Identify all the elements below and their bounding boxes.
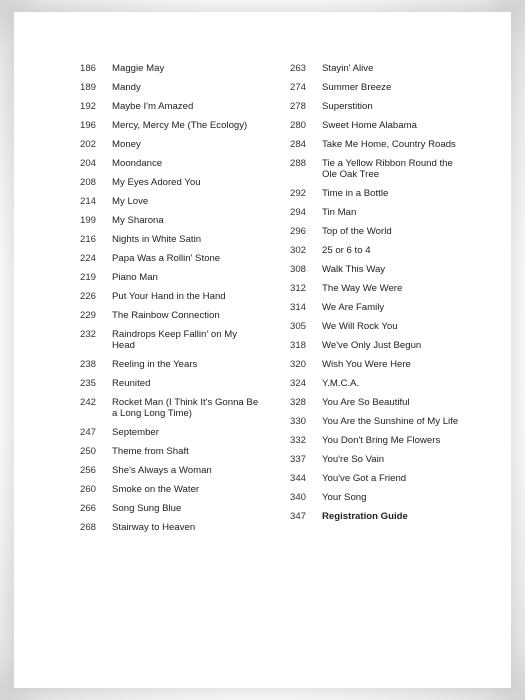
page-number: 280 xyxy=(289,120,306,131)
page-number: 302 xyxy=(289,245,306,256)
page-number: 288 xyxy=(289,158,306,169)
page-number: 250 xyxy=(79,446,96,457)
contents-entry xyxy=(270,245,470,256)
contents-entry xyxy=(270,63,470,74)
contents-entry xyxy=(270,473,470,484)
contents-entry xyxy=(60,177,260,188)
song-title: My Love xyxy=(112,196,149,207)
contents-entry xyxy=(270,158,470,180)
page-number: 208 xyxy=(79,177,96,188)
contents-entry xyxy=(60,378,260,389)
contents-entry xyxy=(270,359,470,370)
contents-entry xyxy=(60,310,260,321)
contents-entry xyxy=(270,511,470,522)
song-title: Nights in White Satin xyxy=(112,234,202,245)
contents-entry xyxy=(270,82,470,93)
contents-entry xyxy=(270,101,470,112)
contents-page xyxy=(14,12,511,688)
contents-entry xyxy=(270,340,470,351)
song-title: You Are the Sunshine of My Life xyxy=(322,416,459,427)
contents-entry xyxy=(60,234,260,245)
song-title: We Will Rock You xyxy=(322,321,398,332)
song-title: Wish You Were Here xyxy=(322,359,411,370)
contents-entry xyxy=(60,82,260,93)
song-title: The Way We Were xyxy=(322,283,403,294)
page-number: 308 xyxy=(289,264,306,275)
song-title: Reunited xyxy=(112,378,151,389)
page-number: 192 xyxy=(79,101,96,112)
page-number: 186 xyxy=(79,63,96,74)
page-number: 226 xyxy=(79,291,96,302)
contents-entry xyxy=(270,416,470,427)
contents-entry xyxy=(270,139,470,150)
contents-entry xyxy=(60,215,260,226)
page-number: 224 xyxy=(79,253,96,264)
page-number: 320 xyxy=(289,359,306,370)
page-number: 242 xyxy=(79,397,96,408)
page-number: 347 xyxy=(289,511,306,522)
song-title: You Don't Bring Me Flowers xyxy=(322,435,441,446)
song-title: Mercy, Mercy Me (The Ecology) xyxy=(112,120,248,131)
song-title: You Are So Beautiful xyxy=(322,397,410,408)
song-title: Stayin' Alive xyxy=(322,63,374,74)
page-number: 324 xyxy=(289,378,306,389)
contents-entry xyxy=(270,492,470,503)
page-number: 260 xyxy=(79,484,96,495)
song-title: She's Always a Woman xyxy=(112,465,212,476)
page-number: 216 xyxy=(79,234,96,245)
song-title: My Sharona xyxy=(112,215,164,226)
song-title: Papa Was a Rollin' Stone xyxy=(112,253,221,264)
page-number: 340 xyxy=(289,492,306,503)
song-title: Money xyxy=(112,139,141,150)
song-title: We Are Family xyxy=(322,302,385,313)
song-title: Time in a Bottle xyxy=(322,188,389,199)
song-title: We've Only Just Begun xyxy=(322,340,422,351)
song-title: Rocket Man (I Think It's Gonna Be a Long Long Time) xyxy=(112,397,259,419)
page-number: 318 xyxy=(289,340,306,351)
contents-entry xyxy=(60,272,260,283)
song-title: Summer Breeze xyxy=(322,82,392,93)
page-number: 278 xyxy=(289,101,306,112)
page-number: 284 xyxy=(289,139,306,150)
contents-entry xyxy=(60,101,260,112)
page-number: 268 xyxy=(79,522,96,533)
song-title: My Eyes Adored You xyxy=(112,177,201,188)
contents-entry xyxy=(270,302,470,313)
contents-column-left xyxy=(60,63,260,541)
contents-entry xyxy=(270,435,470,446)
page-number: 305 xyxy=(289,321,306,332)
song-title: Song Sung Blue xyxy=(112,503,182,514)
contents-entry xyxy=(60,446,260,457)
contents-entry xyxy=(60,158,260,169)
song-title: Stairway to Heaven xyxy=(112,522,196,533)
contents-entry xyxy=(60,120,260,131)
contents-entry xyxy=(60,329,260,351)
page-number: 196 xyxy=(79,120,96,131)
song-title: Put Your Hand in the Hand xyxy=(112,291,226,302)
song-title: Mandy xyxy=(112,82,141,93)
contents-entry xyxy=(60,196,260,207)
song-title: Take Me Home, Country Roads xyxy=(322,139,456,150)
contents-entry xyxy=(60,139,260,150)
contents-entry xyxy=(270,378,470,389)
page-number: 189 xyxy=(79,82,96,93)
song-title: Tin Man xyxy=(322,207,357,218)
page-number: 256 xyxy=(79,465,96,476)
page-number: 292 xyxy=(289,188,306,199)
page-number: 232 xyxy=(79,329,96,340)
contents-entry xyxy=(60,359,260,370)
song-title: Maybe I'm Amazed xyxy=(112,101,194,112)
song-title: Piano Man xyxy=(112,272,158,283)
song-title: Walk This Way xyxy=(322,264,386,275)
song-title: Smoke on the Water xyxy=(112,484,200,495)
contents-entry xyxy=(60,291,260,302)
page-number: 229 xyxy=(79,310,96,321)
contents-entry xyxy=(270,226,470,237)
song-title: Registration Guide xyxy=(322,511,408,522)
page-number: 314 xyxy=(289,302,306,313)
song-title: Theme from Shaft xyxy=(112,446,189,457)
song-title: The Rainbow Connection xyxy=(112,310,220,321)
song-title: Top of the World xyxy=(322,226,392,237)
contents-entry xyxy=(60,427,260,438)
song-title: You're So Vain xyxy=(322,454,385,465)
song-title: September xyxy=(112,427,159,438)
song-title: Superstition xyxy=(322,101,373,112)
page-number: 337 xyxy=(289,454,306,465)
page-number: 247 xyxy=(79,427,96,438)
page-number: 202 xyxy=(79,139,96,150)
song-title: Reeling in the Years xyxy=(112,359,198,370)
page-number: 235 xyxy=(79,378,96,389)
contents-entry xyxy=(270,321,470,332)
contents-entry xyxy=(270,397,470,408)
song-title: Sweet Home Alabama xyxy=(322,120,417,131)
contents-entry xyxy=(60,522,260,533)
song-title: Moondance xyxy=(112,158,163,169)
page-number: 214 xyxy=(79,196,96,207)
page-number: 294 xyxy=(289,207,306,218)
contents-entry xyxy=(60,484,260,495)
contents-column-right xyxy=(270,63,470,530)
page-number: 312 xyxy=(289,283,306,294)
contents-entry xyxy=(270,454,470,465)
contents-entry xyxy=(270,283,470,294)
page-number: 274 xyxy=(289,82,306,93)
song-title: Tie a Yellow Ribbon Round the Ole Oak Tree xyxy=(322,158,453,180)
page-number: 296 xyxy=(289,226,306,237)
page-number: 238 xyxy=(79,359,96,370)
song-title: Your Song xyxy=(322,492,367,503)
song-title: You've Got a Friend xyxy=(322,473,407,484)
contents-entry xyxy=(60,253,260,264)
contents-entry xyxy=(270,188,470,199)
contents-entry xyxy=(270,120,470,131)
song-title: Y.M.C.A. xyxy=(322,378,360,389)
page-number: 330 xyxy=(289,416,306,427)
page-number: 332 xyxy=(289,435,306,446)
contents-entry xyxy=(60,397,260,419)
page-number: 219 xyxy=(79,272,96,283)
contents-entry xyxy=(60,465,260,476)
page-number: 204 xyxy=(79,158,96,169)
song-title: Raindrops Keep Fallin' on My Head xyxy=(112,329,238,351)
song-title: Maggie May xyxy=(112,63,165,74)
page-number: 328 xyxy=(289,397,306,408)
contents-entry xyxy=(270,264,470,275)
contents-entry xyxy=(270,207,470,218)
contents-entry xyxy=(60,503,260,514)
page-number: 344 xyxy=(289,473,306,484)
page-number: 263 xyxy=(289,63,306,74)
page-number: 199 xyxy=(79,215,96,226)
song-title: 25 or 6 to 4 xyxy=(322,245,371,256)
contents-entry xyxy=(60,63,260,74)
page-number: 266 xyxy=(79,503,96,514)
